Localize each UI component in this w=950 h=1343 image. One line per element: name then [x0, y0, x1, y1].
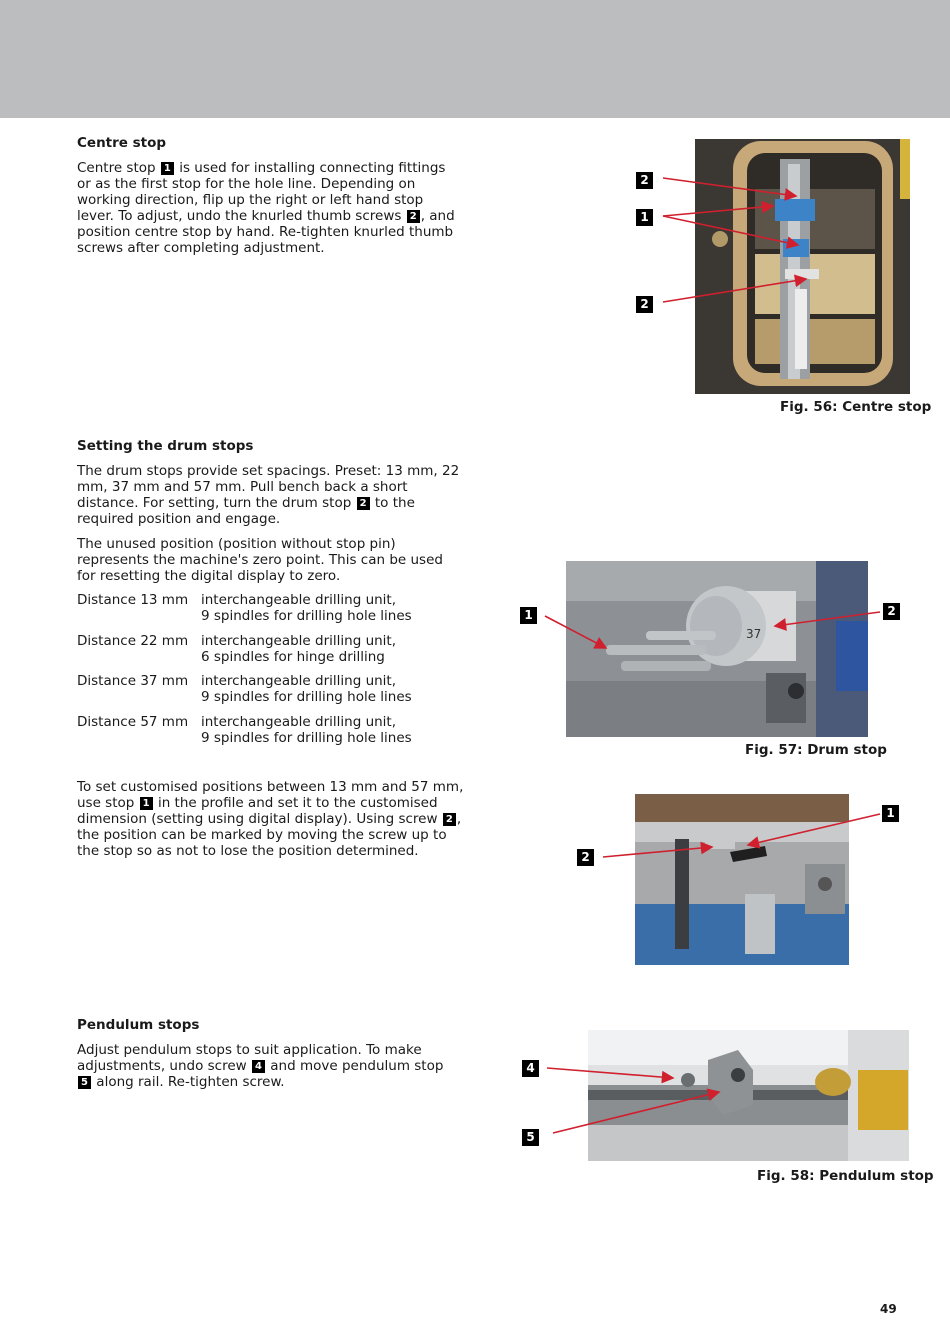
- drum-stop-photo: [566, 561, 868, 737]
- pendulum-stops-paragraph: Adjust pendulum stops to suit application. To make adjustments, undo screw 4 and move pendulum stop 5 along rail. Re-tighten screw.: [77, 1042, 444, 1090]
- fig57-callout-2: 2: [883, 603, 900, 620]
- fig56-callout-2-top: 2: [636, 172, 653, 189]
- marker-2: 2: [357, 497, 370, 510]
- fig58-callout-4: 4: [522, 1060, 539, 1077]
- fig57-caption: Fig. 57: Drum stop: [745, 742, 887, 758]
- marker-2: 2: [407, 210, 420, 223]
- marker-5: 5: [78, 1076, 91, 1089]
- fig58-caption: Fig. 58: Pendulum stop: [757, 1168, 934, 1184]
- drum-scale-label: 37: [746, 627, 762, 641]
- customised-positions-paragraph: To set customised positions between 13 mm and 57 mm, use stop 1 in the profile and set it to the customised dimension (setting using digital display). Using screw 2 , the position can be marked by moving the screw up to the stop so as not to lose the position determined.: [77, 779, 464, 859]
- fig57-callout-1: 1: [520, 607, 537, 624]
- centre-stop-heading: Centre stop: [77, 135, 167, 151]
- page-number: 49: [880, 1302, 897, 1316]
- customised-stop-photo: [635, 794, 849, 965]
- fig58-callout-5: 5: [522, 1129, 539, 1146]
- centre-stop-photo: [695, 139, 910, 394]
- fig56-callout-2-bottom: 2: [636, 296, 653, 313]
- marker-4: 4: [252, 1060, 265, 1073]
- marker-1: 1: [140, 797, 153, 810]
- fig56-caption: Fig. 56: Centre stop: [780, 399, 932, 415]
- centre-stop-paragraph: Centre stop 1 is used for installing connecting fittings or as the first stop for the hole line. Depending on working direction, flip up the right or left hand stop lever. To adjust, undo the knurled thumb screws 2 , and position centre stop by hand. Re-tighten knurled thumb screws after completing adjustment.: [77, 160, 455, 256]
- fig-custom-callout-2: 2: [577, 849, 594, 866]
- pendulum-stop-photo: [588, 1030, 909, 1161]
- drum-stops-paragraph-2: The unused position (position without stop pin) represents the machine's zero point. This can be used for resetting the digital display to zero.: [77, 536, 443, 584]
- marker-1: 1: [161, 162, 174, 175]
- pendulum-stops-heading: Pendulum stops: [77, 1017, 200, 1033]
- header-band: [0, 0, 950, 118]
- drum-stops-heading: Setting the drum stops: [77, 438, 254, 454]
- fig-custom-callout-1: 1: [882, 805, 899, 822]
- drum-stops-paragraph-1: The drum stops provide set spacings. Preset: 13 mm, 22 mm, 37 mm and 57 mm. Pull bench back a short distance. For setting, turn the drum stop 2 to the required position and engage.: [77, 463, 460, 527]
- fig56-callout-1: 1: [636, 209, 653, 226]
- marker-2: 2: [443, 813, 456, 826]
